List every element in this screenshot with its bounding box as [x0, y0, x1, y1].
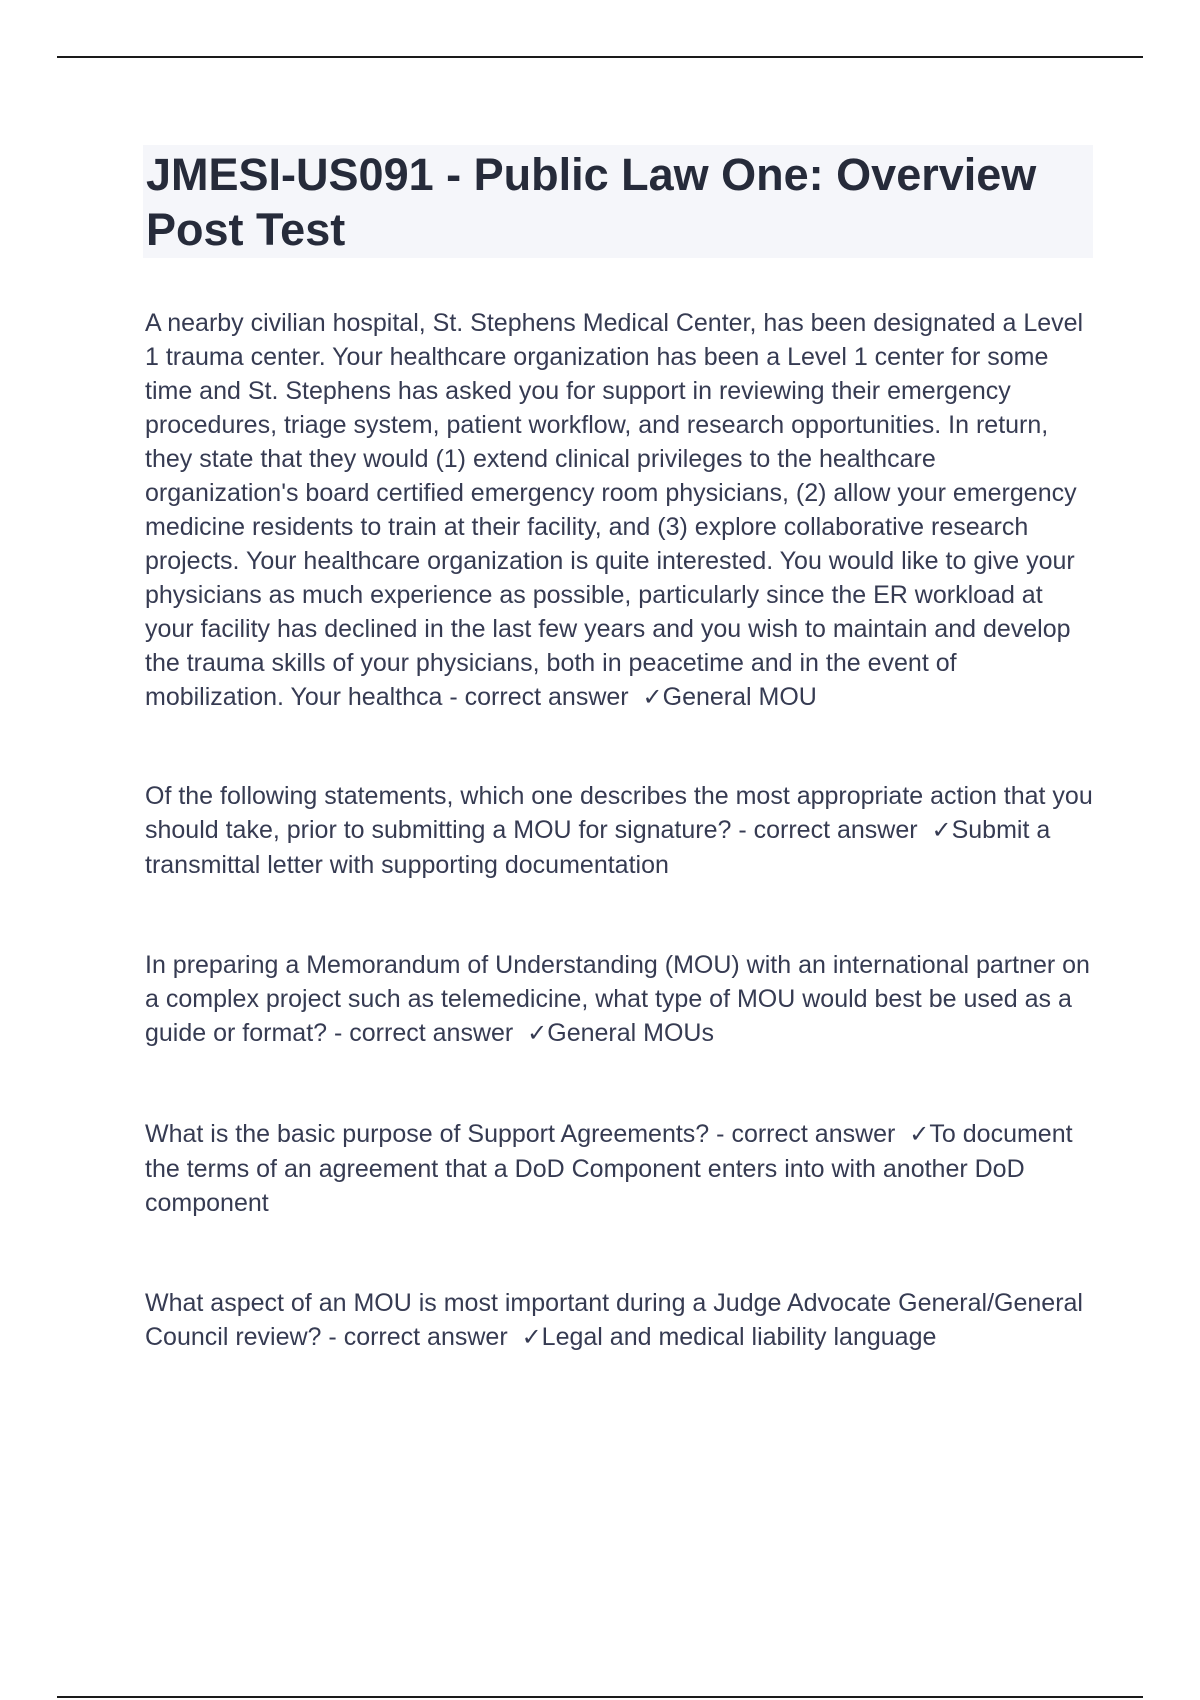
top-rule: [57, 56, 1143, 58]
question-text: What aspect of an MOU is most important during a Judge Advocate General/General Council review? -: [145, 1289, 1083, 1351]
qa-item: [145, 1286, 1095, 1355]
qa-item: [145, 1117, 1095, 1220]
answer-text: General MOUs: [547, 1019, 714, 1047]
qa-list: [145, 306, 1095, 1355]
answer-text: To document the terms of an agreement that a DoD Component enters into with another DoD component: [145, 1120, 1073, 1217]
check-icon: ✓: [527, 1020, 548, 1047]
title-banner: [143, 145, 1093, 258]
answer-label: correct answer: [349, 1019, 514, 1047]
bottom-rule: [57, 1696, 1143, 1698]
check-icon: ✓: [931, 817, 952, 844]
check-icon: ✓: [521, 1324, 542, 1351]
question-text: In preparing a Memorandum of Understanding (MOU) with an international partner on a complex project such as telemedicine, what type of MOU would best be used as a guide or format? -: [145, 951, 1090, 1047]
answer-label: correct answer: [464, 683, 629, 711]
answer-label: correct answer: [753, 816, 918, 844]
check-icon: ✓: [642, 684, 663, 711]
question-text: What is the basic purpose of Support Agreements? -: [145, 1120, 725, 1148]
answer-label: correct answer: [731, 1120, 896, 1148]
answer-text: Legal and medical liability language: [541, 1323, 937, 1351]
page-title: JMESI-US091 - Public Law One: Overview Post Test: [146, 149, 1037, 255]
qa-item: [145, 779, 1095, 882]
qa-item: [145, 948, 1095, 1051]
question-text: Of the following statements, which one describes the most appropriate action that you should take, prior to submitting a MOU for signature? -: [145, 782, 1093, 844]
question-text: A nearby civilian hospital, St. Stephens Medical Center, has been designated a Level 1 trauma center. Your healthcare organization has been a Level 1 center for some time and St. Stephens has asked you for support in reviewing their emergency procedures, triage system, patient workflow, and research opportunities. In return, they state that they would (1) extend clinical privileges to the healthcare organization's board certified emergency room physicians, (2) allow your emergency medicine residents to train at their facility, and (3) explore collaborative research projects. Your healthcare organization is quite interested. You would like to give your physicians as much experience as possible, particularly since the ER workload at your facility has declined in the last few years and you wish to maintain and develop the trauma skills of your physicians, both in peacetime and in the event of mobilization. Your healthca -: [145, 309, 1084, 711]
answer-label: correct answer: [343, 1323, 508, 1351]
answer-text: Submit a transmittal letter with supporting documentation: [145, 816, 1051, 879]
check-icon: ✓: [909, 1121, 930, 1148]
answer-text: General MOU: [662, 683, 817, 711]
qa-item: [145, 306, 1095, 715]
